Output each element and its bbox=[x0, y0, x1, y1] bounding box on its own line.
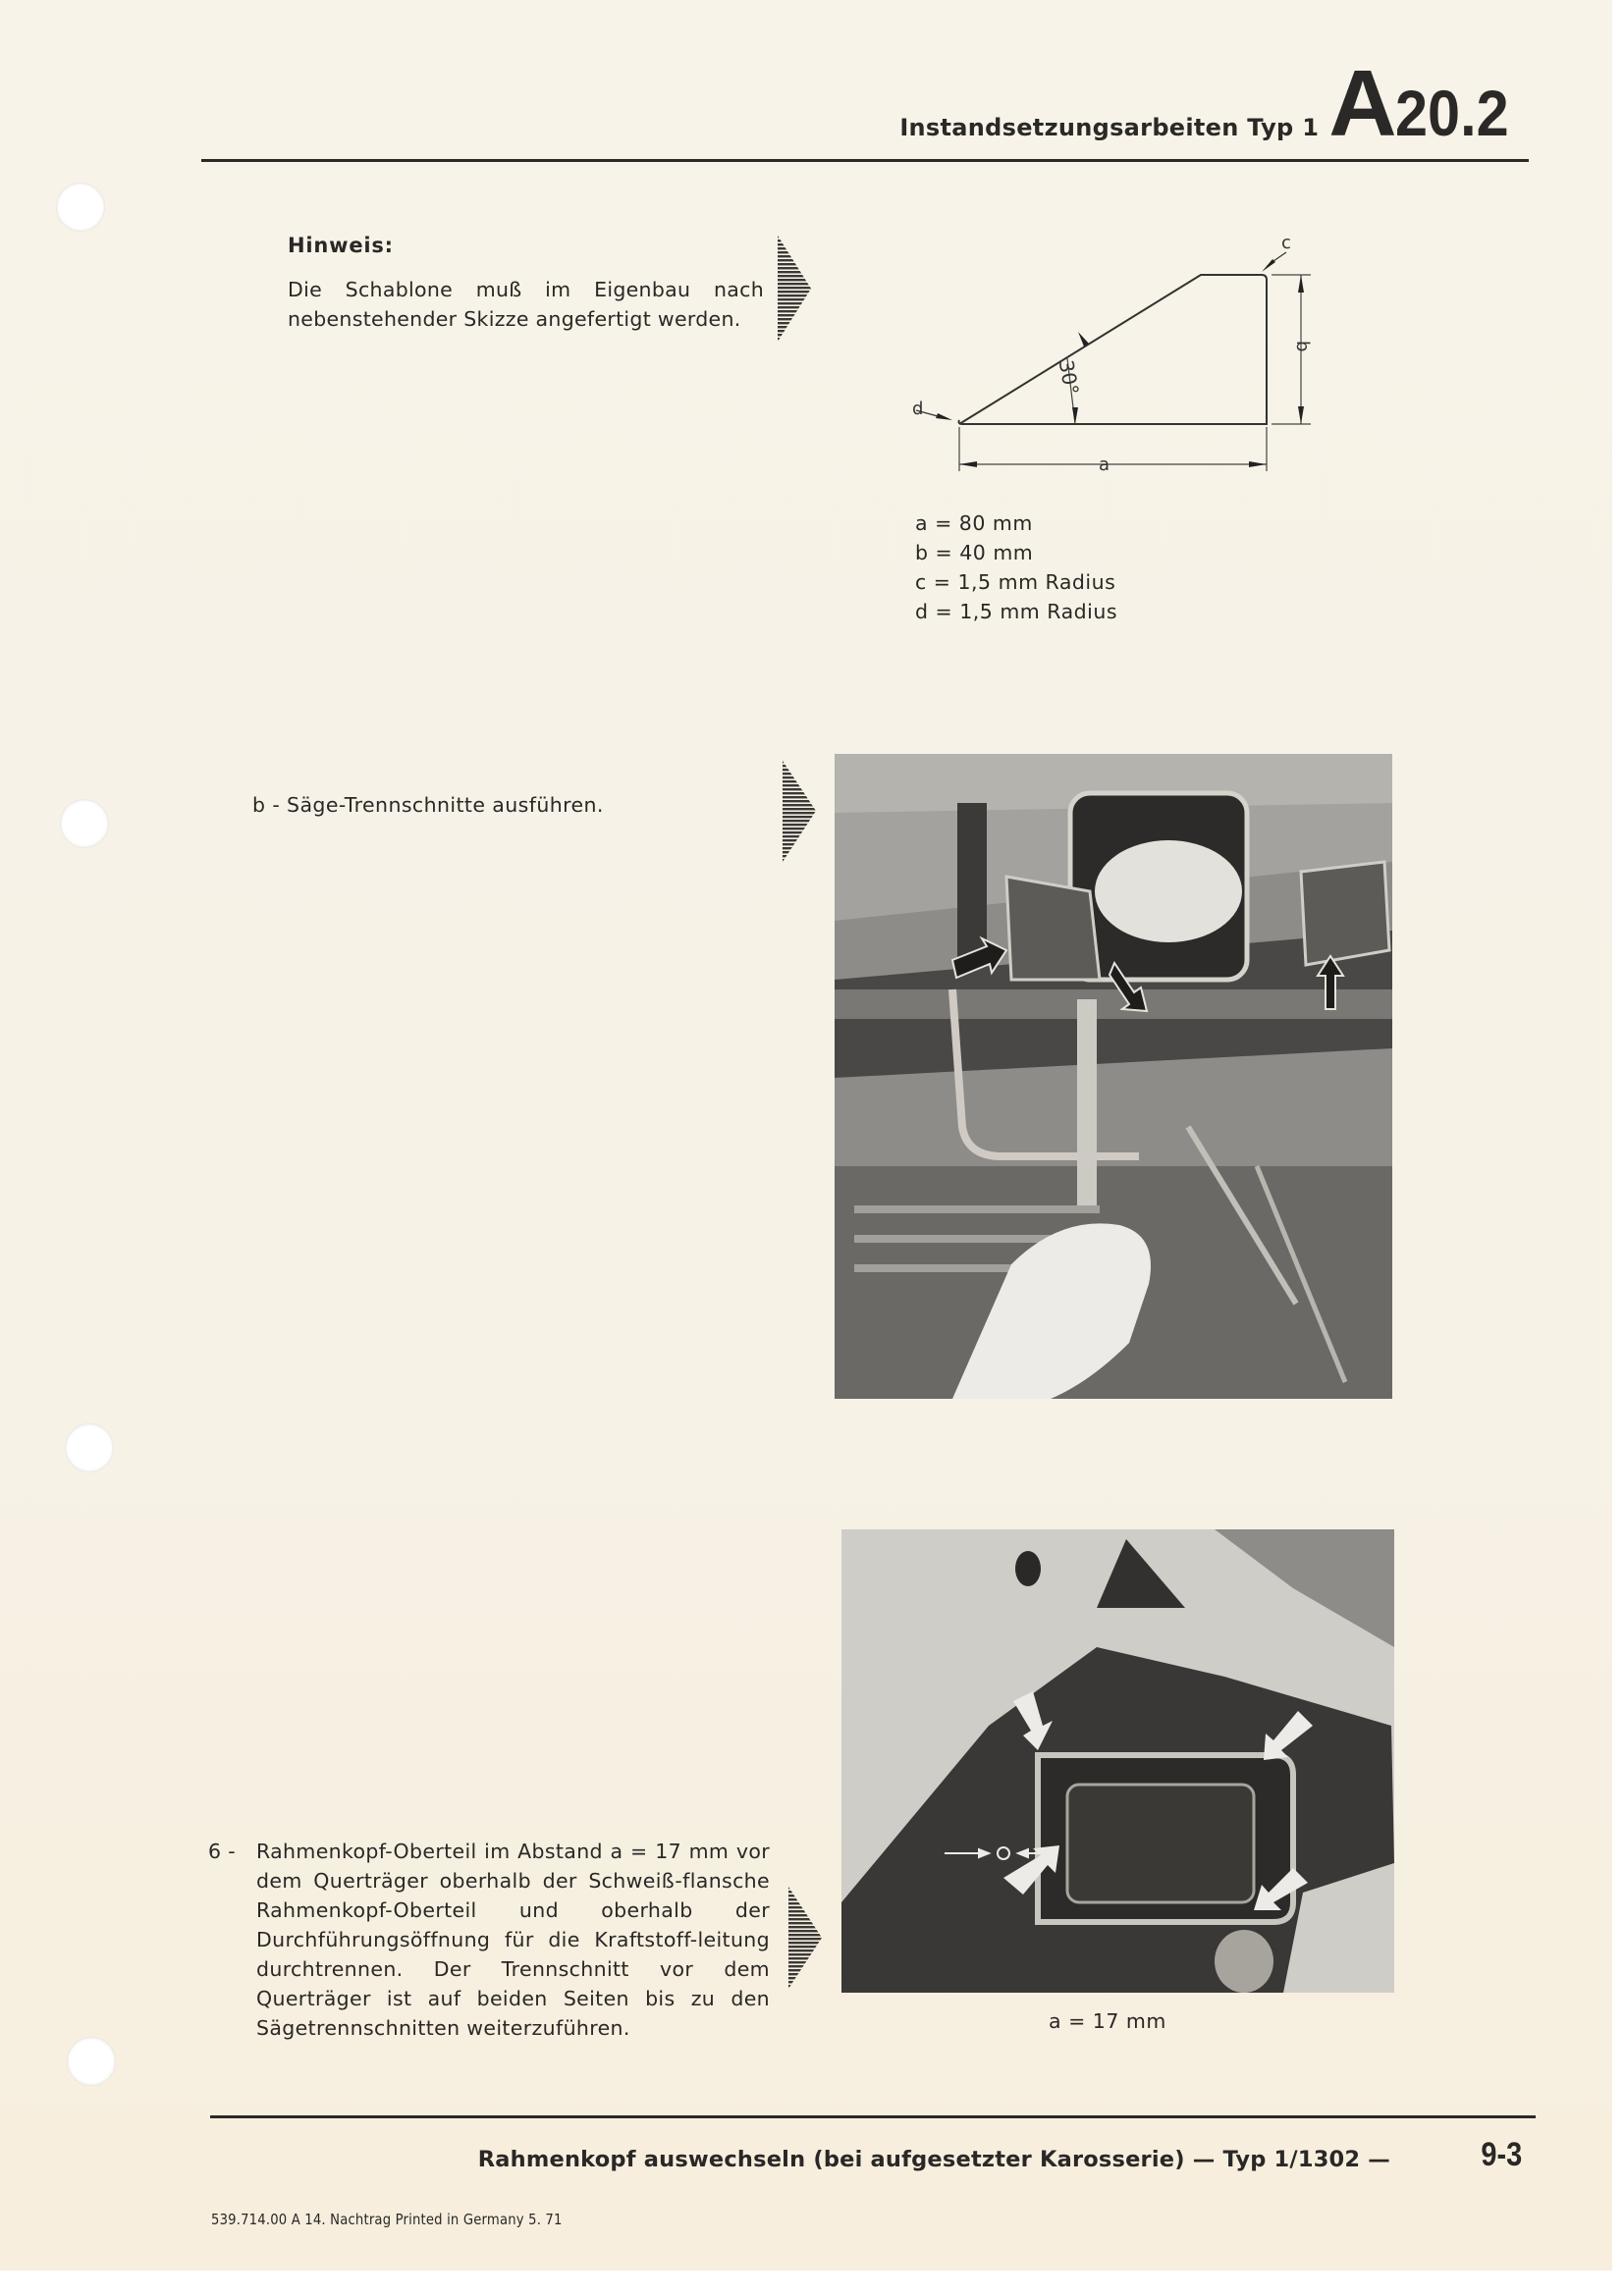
note-title: Hinweis: bbox=[288, 234, 394, 257]
section-name: Instandsetzungsarbeiten Typ 1 bbox=[899, 114, 1320, 141]
dimension-b: b = 40 mm bbox=[915, 541, 1034, 564]
dimension-d: d = 1,5 mm Radius bbox=[915, 600, 1118, 623]
footer-title: Rahmenkopf auswechseln (bei aufgesetzter Karosserie) — Typ 1/1302 — bbox=[477, 2147, 1390, 2172]
page-header bbox=[899, 51, 1521, 156]
template-outline bbox=[959, 275, 1268, 424]
header-rule bbox=[201, 159, 1529, 162]
label-b: b bbox=[1292, 341, 1313, 352]
section-code-letter: A bbox=[1328, 51, 1395, 156]
step-6-text: Rahmenkopf-Oberteil im Abstand a = 17 mm vor dem Querträger oberhalb der Schweiß-flansche Rahmenkopf-Oberteil und oberhalb der Durchführungsöffnung für die Kraftstoff-leitung durchtrennen. Der Trennschnitt vor dem Querträger ist auf beiden Seiten bis zu den Sägetrennschnitten weiterzuführen. bbox=[256, 1840, 770, 2040]
step-number: 6 - bbox=[208, 1840, 237, 1863]
dimension-list bbox=[915, 508, 1117, 626]
dimension-lines bbox=[959, 275, 1311, 471]
dimension-c: c = 1,5 mm Radius bbox=[915, 570, 1116, 594]
footer-rule bbox=[210, 2115, 1536, 2118]
dimension-arrowheads bbox=[936, 259, 1304, 467]
photo-saw-cut bbox=[835, 754, 1392, 1399]
dimension-a: a = 80 mm bbox=[915, 511, 1033, 535]
step-b-text: b - Säge-Trennschnitte ausführen. bbox=[252, 793, 604, 817]
template-sketch bbox=[898, 231, 1321, 476]
label-angle: 30° bbox=[1054, 357, 1084, 398]
punch-hole bbox=[67, 2037, 116, 2086]
photo-caption: a = 17 mm bbox=[1049, 2009, 1166, 2033]
pointer-arrow-icon bbox=[783, 761, 816, 862]
punch-hole bbox=[60, 799, 109, 848]
punch-hole bbox=[65, 1423, 114, 1472]
section-code-number: 20.2 bbox=[1394, 77, 1509, 149]
note-text: Die Schablone muß im Eigenbau nach nebenstehender Skizze angefertigt werden. bbox=[288, 278, 764, 331]
pointer-arrow-icon bbox=[788, 1887, 822, 1989]
pointer-arrow-icon bbox=[778, 236, 811, 342]
punch-hole bbox=[56, 183, 105, 232]
photo-cut-location bbox=[841, 1529, 1394, 1993]
label-c: c bbox=[1281, 233, 1291, 253]
step-6 bbox=[208, 1837, 770, 2043]
page-number: 9-3 bbox=[1481, 2136, 1522, 2173]
label-a: a bbox=[1099, 454, 1110, 475]
label-d: d bbox=[912, 399, 924, 419]
note-block bbox=[288, 234, 764, 334]
print-info: 539.714.00 A 14. Nachtrag Printed in Germany 5. 71 bbox=[211, 2211, 563, 2228]
